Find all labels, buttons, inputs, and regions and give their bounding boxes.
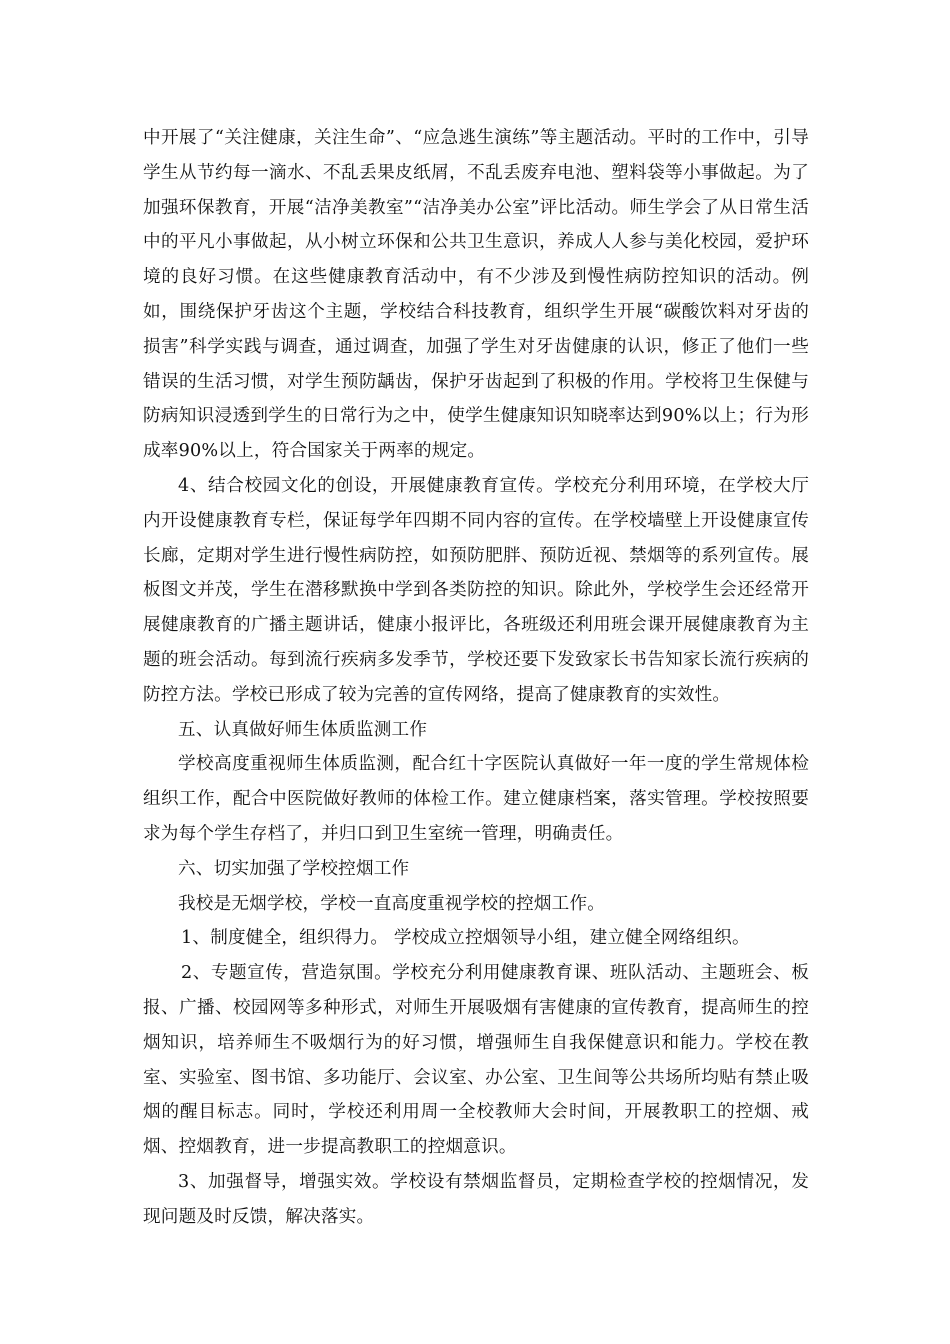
paragraph-continuation: 中开展了“关注健康，关注生命”、“应急逃生演练”等主题活动。平时的工作中，引导学生从节约每一滴水、不乱丢果皮纸屑，不乱丢废弃电池、塑料袋等小事做起。为了加强环保教育，开展“洁净美教室”“洁净美办公室”评比活动。师生学会了从日常生活中的平凡小事做起，从小树立环保和公共卫生意识，养成人人参与美化校园，爱护环境的良好习惯。在这些健康教育活动中，有不少涉及到慢性病防控知识的活动。例如，围绕保护牙齿这个主题，学校结合科技教育，组织学生开展“碳酸饮料对牙齿的损害”科学实践与调查，通过调查，加强了学生对牙齿健康的认识，修正了他们一些错误的生活习惯，对学生预防龋齿，保护牙齿起到了积极的作用。学校将卫生保健与防病知识浸透到学生的日常行为之中，使学生健康知识知晓率达到90%以上；行为形成率90%以上，符合国家关于两率的规定。 [143, 128, 809, 462]
section-heading-5: 五、认真做好师生体质监测工作 [178, 719, 428, 740]
document-body [143, 121, 809, 1235]
paragraph-item-2: 2、专题宣传，营造氛围。学校充分利用健康教育课、班队活动、主题班会、板报、广播、校园网等多种形式，对师生开展吸烟有害健康的宣传教育，提高师生的控烟知识，培养师生不吸烟行为的好习惯，增强师生自我保健意识和能力。学校在教室、实验室、图书馆、多功能厅、会议室、办公室、卫生间等公共场所均贴有禁止吸烟的醒目标志。同时，学校还利用周一全校教师大会时间，开展教职工的控烟、戒烟、控烟教育，进一步提高教职工的控烟意识。 [143, 963, 809, 1158]
paragraph-item-4: 4、结合校园文化的创设，开展健康教育宣传。学校充分利用环境，在学校大厅内开设健康教育专栏，保证每学年四期不同内容的宣传。在学校墙壁上开设健康宣传长廊，定期对学生进行慢性病防控，如预防肥胖、预防近视、禁烟等的系列宣传。展板图文并茂，学生在潜移默换中学到各类防控的知识。除此外，学校学生会还经常开展健康教育的广播主题讲话，健康小报评比，各班级还利用班会课开展健康教育为主题的班会活动。每到流行疾病多发季节，学校还要下发致家长书告知家长流行疾病的防控方法。学校已形成了较为完善的宣传网络，提高了健康教育的实效性。 [143, 475, 809, 705]
paragraph-physical-monitoring: 学校高度重视师生体质监测，配合红十字医院认真做好一年一度的学生常规体检组织工作，配合中医院做好教师的体检工作。建立健康档案，落实管理。学校按照要求为每个学生存档了，并归口到卫生室统一管理，明确责任。 [143, 754, 809, 844]
section-heading-6: 六、切实加强了学校控烟工作 [178, 858, 410, 879]
paragraph-smoke-free-intro: 我校是无烟学校，学校一直高度重视学校的控烟工作。 [178, 893, 606, 914]
paragraph-item-1: 1、制度健全，组织得力。 学校成立控烟领导小组，建立健全网络组织。 [181, 928, 750, 949]
paragraph-item-3: 3、加强督导，增强实效。学校设有禁烟监督员，定期检查学校的控烟情况，发现问题及时反馈，解决落实。 [143, 1171, 809, 1227]
